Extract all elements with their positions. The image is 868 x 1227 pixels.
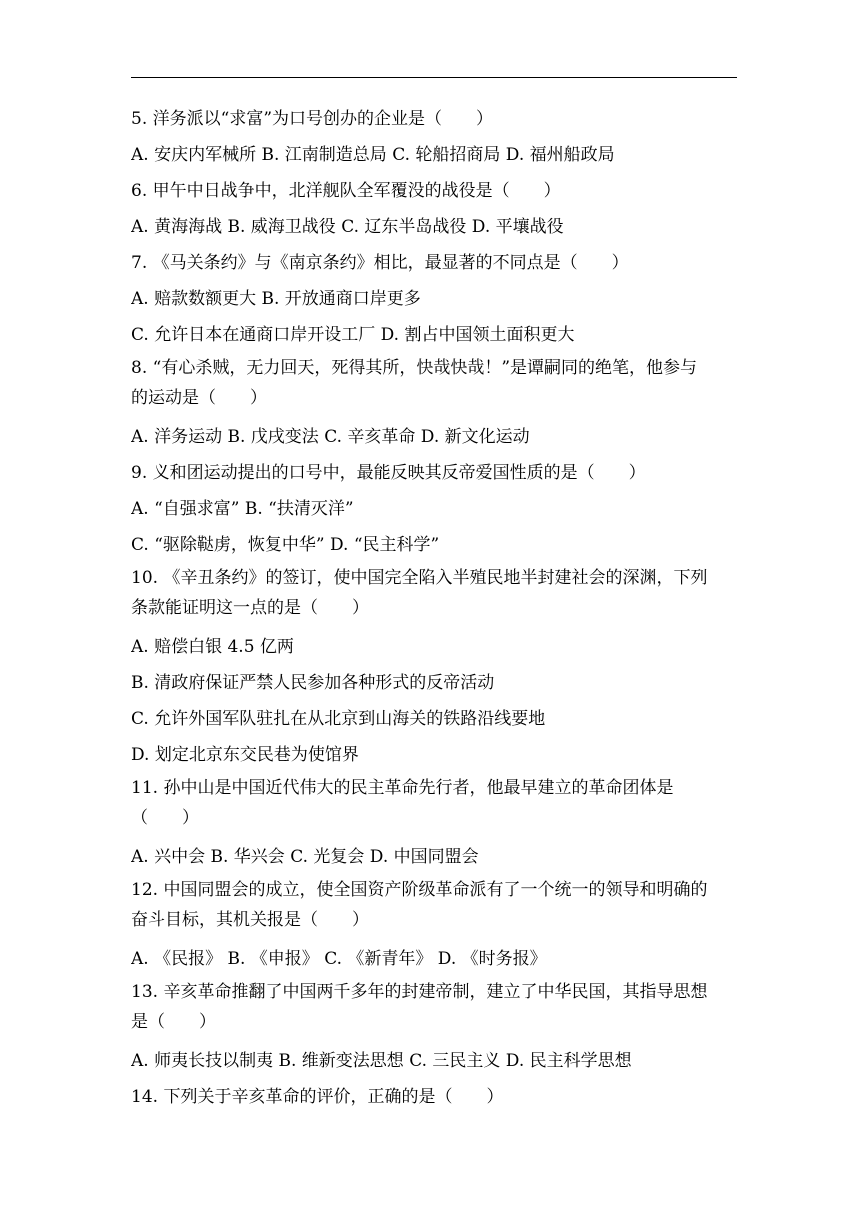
header-rule (131, 77, 737, 78)
question-list (131, 101, 737, 1115)
question-10-stem-line-1: 10. 《辛丑条约》的签订，使中国完全陷入半殖民地半封建社会的深渊，下列 (131, 568, 708, 588)
question-10-stem-line-2: 条款能证明这一点的是（ ） (131, 598, 369, 618)
question-13-options: A. 师夷长技以制夷 B. 维新变法思想 C. 三民主义 D. 民主科学思想 (131, 1051, 632, 1071)
question-10-option-b: B. 清政府保证严禁人民参加各种形式的反帝活动 (131, 673, 495, 693)
question-11-stem-line-2: （ ） (131, 808, 199, 828)
question-11-stem-line-1: 11. 孙中山是中国近代伟大的民主革命先行者，他最早建立的革命团体是 (131, 778, 674, 798)
question-8-options: A. 洋务运动 B. 戊戌变法 C. 辛亥革命 D. 新文化运动 (131, 427, 530, 447)
question-5-options: A. 安庆内军械所 B. 江南制造总局 C. 轮船招商局 D. 福州船政局 (131, 145, 615, 165)
question-12-stem-line-1: 12. 中国同盟会的成立，使全国资产阶级革命派有了一个统一的领导和明确的 (131, 880, 708, 900)
question-9-options-line-1: A. “自强求富” B. “扶清灭洋” (131, 499, 354, 519)
question-10-option-d: D. 划定北京东交民巷为使馆界 (131, 745, 359, 765)
question-8-stem-line-2: 的运动是（ ） (131, 388, 267, 408)
question-6-stem: 6. 甲午中日战争中，北洋舰队全军覆没的战役是（ ） (131, 181, 561, 201)
question-13-stem-line-1: 13. 辛亥革命推翻了中国两千多年的封建帝制，建立了中华民国，其指导思想 (131, 982, 708, 1002)
question-5-stem: 5. 洋务派以“求富”为口号创办的企业是（ ） (131, 109, 494, 129)
question-11-options: A. 兴中会 B. 华兴会 C. 光复会 D. 中国同盟会 (131, 847, 479, 867)
question-13-stem-line-2: 是（ ） (131, 1012, 216, 1032)
question-7-options-line-1: A. 赔款数额更大 B. 开放通商口岸更多 (131, 289, 421, 309)
question-8-stem-line-1: 8. “有心杀贼，无力回天，死得其所，快哉快哉！”是谭嗣同的绝笔，他参与 (131, 358, 698, 378)
question-9-stem: 9. 义和团运动提出的口号中，最能反映其反帝爱国性质的是（ ） (131, 463, 646, 483)
question-7-stem: 7. 《马关条约》与《南京条约》相比，最显著的不同点是（ ） (131, 253, 629, 273)
question-12-options: A. 《民报》 B. 《申报》 C. 《新青年》 D. 《时务报》 (131, 949, 547, 969)
question-14-stem: 14. 下列关于辛亥革命的评价，正确的是（ ） (131, 1087, 504, 1107)
question-10-option-c: C. 允许外国军队驻扎在从北京到山海关的铁路沿线要地 (131, 709, 546, 729)
question-7-options-line-2: C. 允许日本在通商口岸开设工厂 D. 割占中国领土面积更大 (131, 325, 575, 345)
question-9-options-line-2: C. “驱除鞑虏，恢复中华” D. “民主科学” (131, 535, 440, 555)
question-10-option-a: A. 赔偿白银 4.5 亿两 (131, 637, 294, 657)
question-12-stem-line-2: 奋斗目标，其机关报是（ ） (131, 910, 369, 930)
question-6-options: A. 黄海海战 B. 威海卫战役 C. 辽东半岛战役 D. 平壤战役 (131, 217, 564, 237)
